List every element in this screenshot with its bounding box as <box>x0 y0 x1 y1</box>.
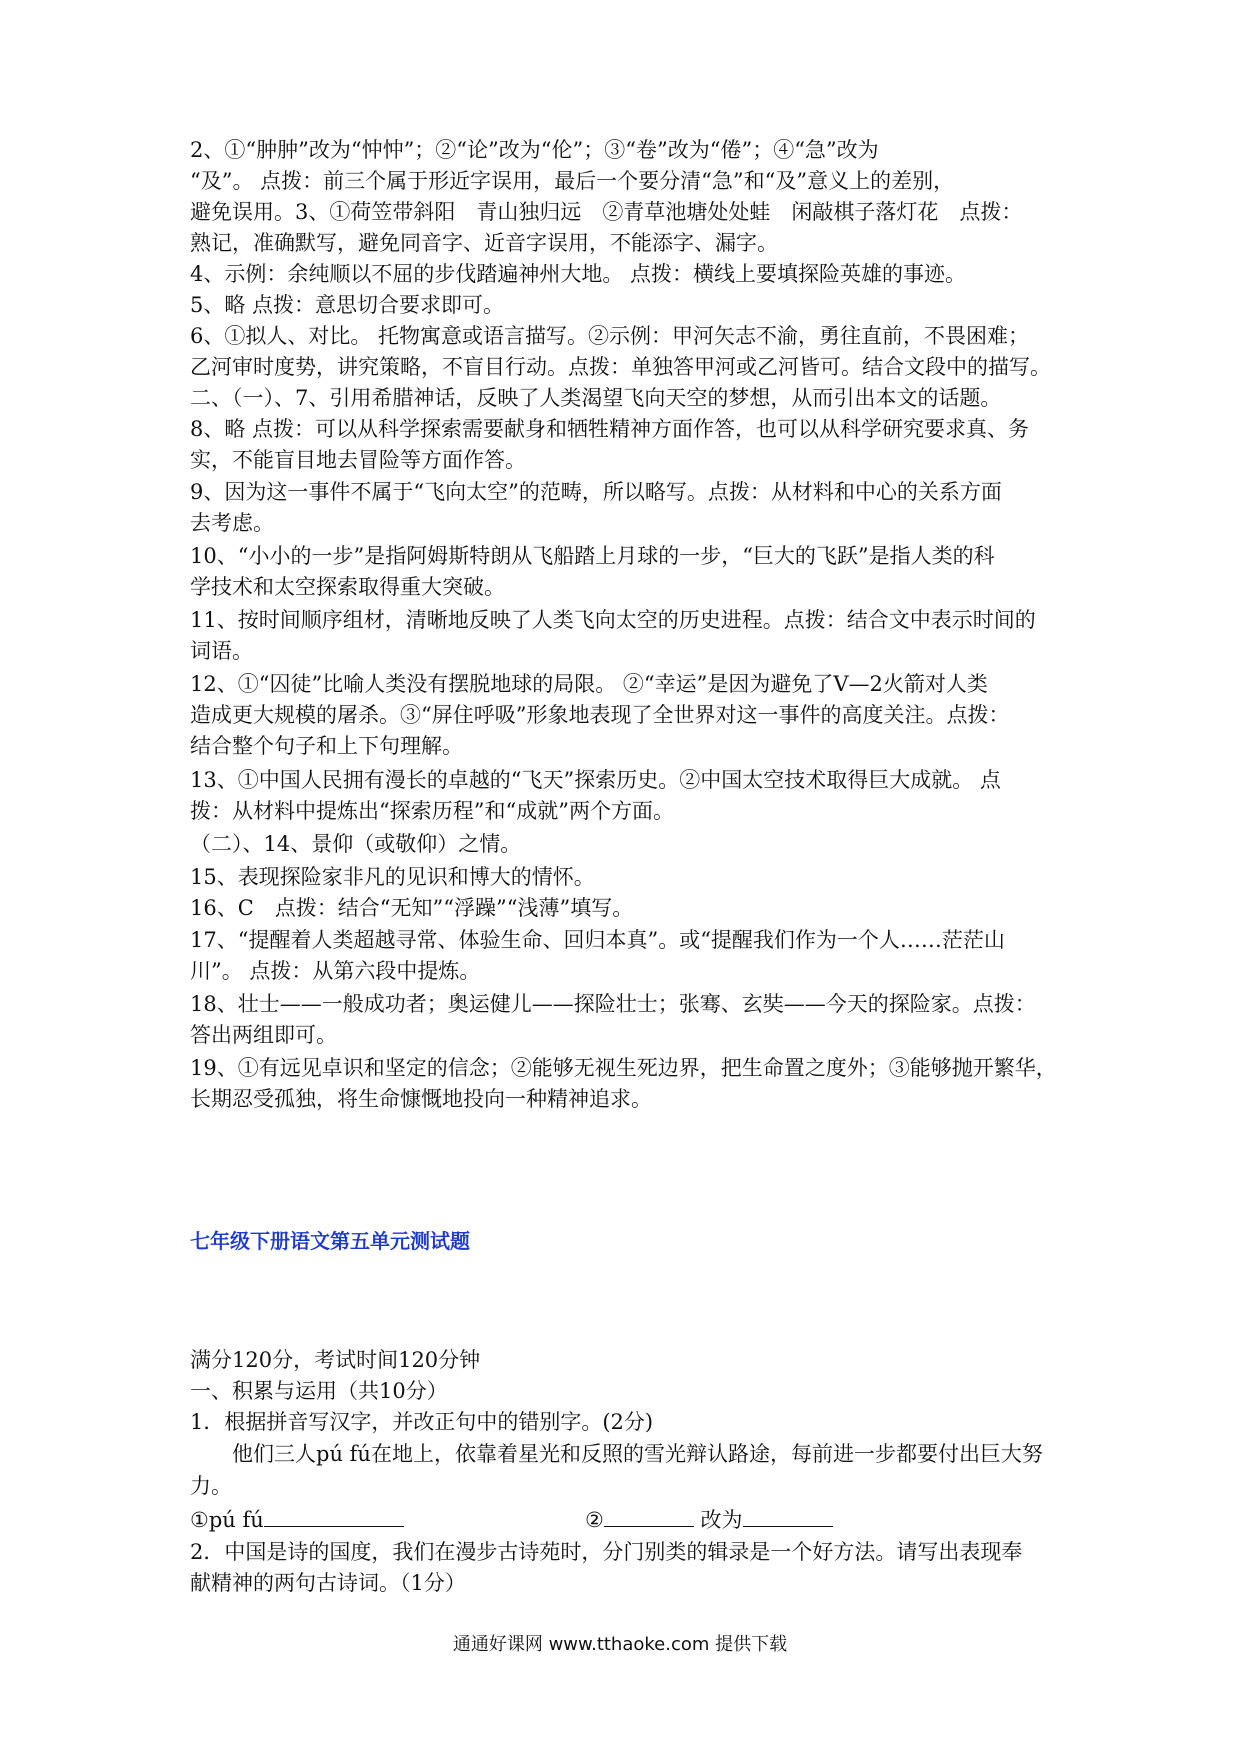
answer-line: （二）、14、景仰（或敬仰）之情。 <box>190 832 522 856</box>
blank-1-label: ①pú fú <box>190 1508 264 1532</box>
blank-2-field[interactable] <box>604 1504 694 1527</box>
answer-line: 乙河审时度势，讲究策略，不盲目行动。点拨：单独答甲河或乙河皆可。结合文段中的描写。 <box>190 355 1051 379</box>
answer-line: 结合整个句子和上下句理解。 <box>190 734 463 758</box>
answer-line: 19、①有远见卓识和坚定的信念；②能够无视生死边界，把生命置之度外；③能够抛开繁华， <box>190 1056 1057 1080</box>
answer-line: 15、表现探险家非凡的见识和博大的情怀。 <box>190 865 595 889</box>
test-title: 七年级下册语文第五单元测试题 <box>190 1229 470 1253</box>
answer-line: 词语。 <box>190 639 253 663</box>
answer-line: 2、①“肿肿”改为“忡忡”；②“论”改为“伦”；③“卷”改为“倦”；④“急”改为 <box>190 138 879 162</box>
answer-line: “及”。 点拨：前三个属于形近字误用，最后一个要分清“急”和“及”意义上的差别， <box>190 169 955 193</box>
answer-line: 9、因为这一事件不属于“飞向太空”的范畴，所以略写。点拨：从材料和中心的关系方面 <box>190 480 1002 504</box>
answer-line: 学技术和太空探索取得重大突破。 <box>190 575 505 599</box>
answer-line: 去考虑。 <box>190 511 274 535</box>
answer-line: 5、略 点拨：意思切合要求即可。 <box>190 293 505 317</box>
section-heading: 一、积累与运用（共10分） <box>190 1379 448 1403</box>
answer-line: 答出两组即可。 <box>190 1023 337 1047</box>
answer-line: 10、“小小的一步”是指阿姆斯特朗从飞船踏上月球的一步，“巨大的飞跃”是指人类的科 <box>190 544 995 568</box>
page-footer: 通通好课网 www.tthaoke.com 提供下载 <box>452 1634 788 1655</box>
answer-line: 实，不能盲目地去冒险等方面作答。 <box>190 448 526 472</box>
answer-line: 避免误用。3、①荷笠带斜阳 青山独归远 ②青草池塘处处蛙 闲敲棋子落灯花 点拨： <box>190 200 1023 224</box>
question-1-answer-row-2 <box>585 1504 885 1536</box>
answer-line: 6、①拟人、对比。 托物寓意或语言描写。②示例：甲河矢志不渝，勇往直前，不畏困难； <box>190 324 1030 348</box>
score-line: 满分120分，考试时间120分钟 <box>190 1348 481 1372</box>
answer-line: 17、“提醒着人类超越寻常、体验生命、回归本真”。或“提醒我们作为一个人……茫茫山 <box>190 928 1005 952</box>
answer-line: 8、略 点拨：可以从科学探索需要献身和牺牲精神方面作答，也可以从科学研究要求真、务 <box>190 417 1030 441</box>
question-1-text: 他们三人pú fú在地上，依靠着星光和反照的雪光辩认路途，每前进一步都要付出巨大努 <box>232 1442 1043 1466</box>
question-2-cont: 献精神的两句古诗词。（1分） <box>190 1571 466 1595</box>
answer-line: 12、①“囚徒”比喻人类没有摆脱地球的局限。 ②“幸运”是因为避免了V—2火箭对人类 <box>190 672 988 696</box>
change-to-label: 改为 <box>700 1508 743 1532</box>
question-2: 2．中国是诗的国度，我们在漫步古诗苑时，分门别类的辑录是一个好方法。请写出表现奉 <box>190 1540 1023 1564</box>
blank-1-field[interactable] <box>264 1504 404 1527</box>
answer-line: 熟记，准确默写，避免同音字、近音字误用，不能添字、漏字。 <box>190 231 778 255</box>
answer-line: 造成更大规模的屠杀。③“屏住呼吸”形象地表现了全世界对这一事件的高度关注。点拨： <box>190 703 1010 727</box>
answer-line: 二、（一）、7、引用希腊神话，反映了人类渴望飞向天空的梦想，从而引出本文的话题。 <box>190 386 1002 410</box>
answer-line: 拨：从材料中提炼出“探索历程”和“成就”两个方面。 <box>190 799 674 823</box>
answer-line: 川”。 点拨：从第六段中提炼。 <box>190 959 481 983</box>
answer-line: 4、示例：余纯顺以不屈的步伐踏遍神州大地。 点拨：横线上要填探险英雄的事迹。 <box>190 262 967 286</box>
blank-3-field[interactable] <box>743 1504 833 1527</box>
question-1: 1．根据拼音写汉字，并改正句中的错别字。(2分) <box>190 1410 654 1434</box>
blank-2-label: ② <box>585 1508 604 1532</box>
answer-line: 11、按时间顺序组材，清晰地反映了人类飞向太空的历史进程。点拨：结合文中表示时间的 <box>190 608 1036 632</box>
answer-line: 16、C 点拨：结合“无知”“浮躁”“浅薄”填写。 <box>190 896 634 920</box>
answer-line: 18、壮士——一般成功者；奥运健儿——探险壮士；张骞、玄奘——今天的探险家。点拨： <box>190 992 1036 1016</box>
answer-line: 长期忍受孤独，将生命慷慨地投向一种精神追求。 <box>190 1087 652 1111</box>
question-1-text-cont: 力。 <box>190 1474 232 1498</box>
answer-line: 13、①中国人民拥有漫长的卓越的“飞天”探索历史。②中国太空技术取得巨大成就。 点 <box>190 768 1001 792</box>
